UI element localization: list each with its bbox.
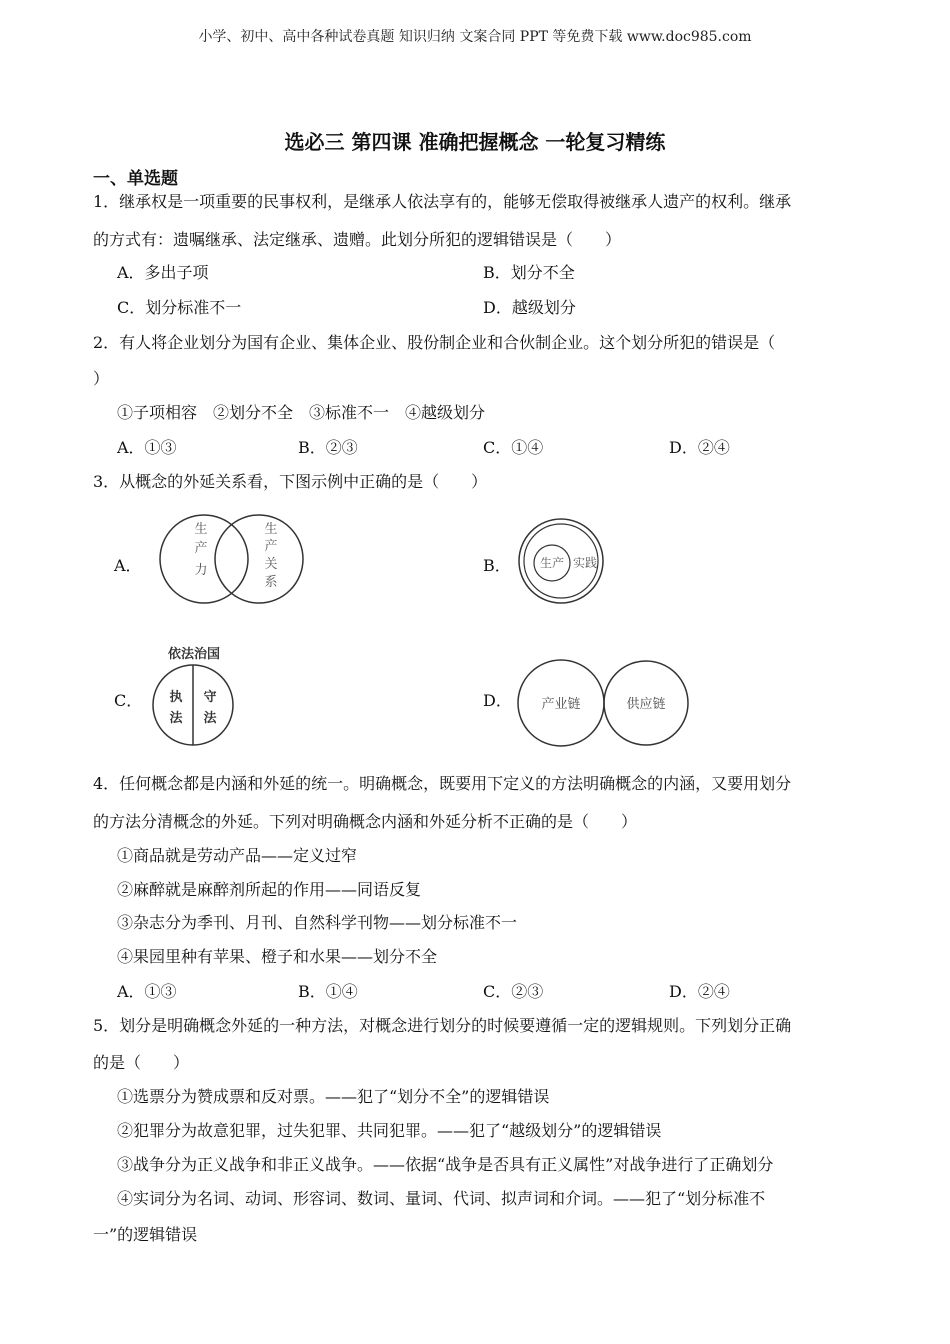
question-text: 5．划分是明确概念外延的一种方法，对概念进行划分的时候要遵循一定的逻辑规则。下列划分正确 [93, 1016, 792, 1035]
a-right-char: 关 [264, 557, 278, 572]
venn-diagram-overlap [155, 512, 310, 604]
option-b[interactable]: B． [483, 556, 511, 575]
statement-item: 一”的逻辑错误 [93, 1225, 198, 1244]
option-b[interactable]: B．①④ [298, 982, 358, 1001]
circle-diagram-split [150, 643, 242, 751]
option-d[interactable]: D．越级划分 [483, 298, 576, 317]
option-c[interactable]: C．①④ [483, 438, 544, 457]
c-right-char: 法 [203, 711, 217, 726]
option-c[interactable]: C． [114, 691, 143, 710]
option-d[interactable]: D．②④ [669, 438, 730, 457]
question-text: 的是（ ） [93, 1053, 190, 1072]
c-left-char: 法 [169, 711, 183, 726]
a-right-char: 生 [264, 522, 278, 537]
question-text: 4．任何概念都是内涵和外延的统一。明确概念，既要用下定义的方法明确概念的内涵，又要用划分 [93, 774, 792, 793]
statement-item: ③杂志分为季刊、月刊、自然科学刊物——划分标准不一 [117, 913, 518, 932]
option-c[interactable]: C．②③ [483, 982, 544, 1001]
c-left-char: 执 [169, 690, 183, 705]
statement-item: ②麻醉就是麻醉剂所起的作用——同语反复 [117, 880, 422, 899]
option-b[interactable]: B．②③ [298, 438, 358, 457]
venn-diagram-nested [515, 515, 607, 607]
a-left-char: 产 [194, 541, 208, 556]
question-text: 2．有人将企业划分为国有企业、集体企业、股份制企业和合伙制企业。这个划分所犯的错误是（ [93, 333, 776, 352]
a-right-char: 产 [264, 539, 278, 554]
statement-item: ①商品就是劳动产品——定义过窄 [117, 846, 358, 865]
c-right-char: 守 [203, 690, 217, 705]
b-outer-label: 实践 [572, 556, 598, 570]
a-right-char: 系 [264, 575, 278, 590]
question-text: 的方式有：遗嘱继承、法定继承、遗赠。此划分所犯的逻辑错误是（ ） [93, 230, 622, 249]
option-b[interactable]: B．划分不全 [483, 263, 575, 282]
statement-item: ①选票分为赞成票和反对票。——犯了“划分不全”的逻辑错误 [117, 1087, 550, 1106]
section-heading: 一、单选题 [93, 169, 178, 189]
question-text: 3．从概念的外延关系看，下图示例中正确的是（ ） [93, 472, 488, 491]
statement-item: ④果园里种有苹果、橙子和水果——划分不全 [117, 947, 438, 966]
a-left-char: 力 [194, 563, 208, 578]
option-a[interactable]: A． [114, 556, 142, 575]
venn-diagram-disjoint [514, 657, 692, 749]
statement-item: ④实词分为名词、动词、形容词、数词、量词、代词、拟声词和介词。——犯了“划分标准不 [117, 1189, 766, 1208]
b-inner-label: 生产 [539, 556, 565, 570]
option-d[interactable]: D．②④ [669, 982, 730, 1001]
site-banner: 小学、初中、高中各种试卷真题 知识归纳 文案合同 PPT 等免费下载 www.doc985.com [198, 29, 752, 45]
option-c[interactable]: C．划分标准不一 [117, 298, 242, 317]
c-top-label: 依法治国 [167, 647, 221, 662]
option-a[interactable]: A．①③ [117, 982, 177, 1001]
statement-item: ②犯罪分为故意犯罪，过失犯罪、共同犯罪。——犯了“越级划分”的逻辑错误 [117, 1121, 662, 1140]
option-d[interactable]: D． [483, 691, 512, 710]
statement-list: ①子项相容 ②划分不全 ③标准不一 ④越级划分 [117, 403, 486, 422]
d-left-label: 产业链 [541, 697, 581, 712]
statement-item: ③战争分为正义战争和非正义战争。——依据“战争是否具有正义属性”对战争进行了正确划分 [117, 1155, 774, 1174]
a-left-char: 生 [194, 522, 208, 537]
question-text: 的方法分清概念的外延。下列对明确概念内涵和外延分析不正确的是（ ） [93, 812, 638, 831]
option-a[interactable]: A．①③ [117, 438, 177, 457]
page-title: 选必三 第四课 准确把握概念 一轮复习精练 [284, 130, 666, 154]
question-text: ） [93, 369, 110, 388]
question-text: 1．继承权是一项重要的民事权利，是继承人依法享有的，能够无偿取得被继承人遗产的权利。继承 [93, 192, 792, 211]
d-right-label: 供应链 [626, 697, 666, 712]
option-a[interactable]: A．多出子项 [117, 263, 209, 282]
